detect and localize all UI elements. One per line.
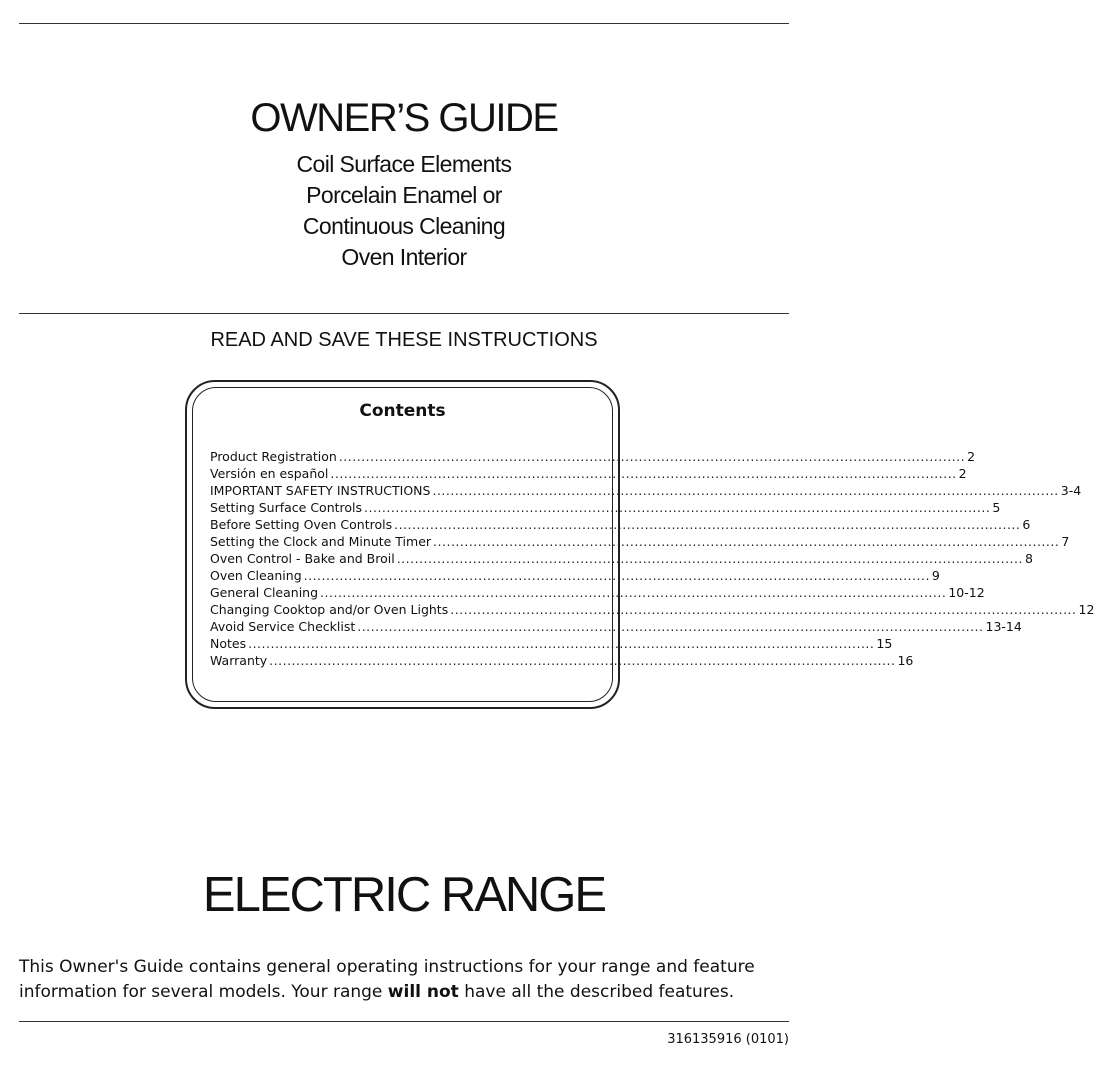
toc-entry-label: Oven Control - Bake and Broil: [210, 551, 395, 566]
toc-entry-label: Oven Cleaning: [210, 568, 302, 583]
toc-entry-label: Setting the Clock and Minute Timer: [210, 534, 432, 549]
toc-entry-page: 10-12: [948, 585, 985, 600]
contents-box: [185, 380, 1094, 709]
subtitle-line: Oven Interior: [341, 244, 467, 270]
toc-leader-dots: ............................................................................................................................................: [433, 534, 1060, 549]
toc-entry-label: Notes: [210, 636, 247, 651]
contents-heading: Contents: [359, 401, 446, 421]
toc-leader-dots: ............................................................................................................................................: [432, 483, 1059, 498]
toc-entry: [210, 482, 1082, 499]
toc-leader-dots: ............................................................................................................................................: [330, 466, 957, 481]
note-emphasis: will not: [387, 982, 459, 1002]
toc-leader-dots: ............................................................................................................................................: [364, 500, 991, 515]
bottom-divider: [19, 1021, 789, 1022]
toc-entry: [210, 567, 940, 584]
toc-leader-dots: ............................................................................................................................................: [394, 517, 1021, 532]
toc-entry: [210, 584, 985, 601]
toc-entry-label: Warranty: [210, 653, 268, 668]
toc-entry-page: 2: [958, 466, 967, 481]
toc-entry-page: 13-14: [985, 619, 1022, 634]
product-title: ELECTRIC RANGE: [202, 868, 606, 922]
note-text: This Owner's Guide contains general operating instructions for your range and feature information for several models. Your range: [19, 957, 755, 1002]
toc-entry-page: 3-4: [1060, 483, 1082, 498]
toc-entry: [210, 499, 1001, 516]
toc-entry-page: 9: [931, 568, 940, 583]
toc-entry-label: Product Registration: [210, 449, 337, 464]
instruction-banner: READ AND SAVE THESE INSTRUCTIONS: [210, 329, 598, 351]
document-code: 316135916 (0101): [667, 1032, 789, 1047]
subtitle-line: Continuous Cleaning: [302, 213, 506, 239]
toc-leader-dots: ............................................................................................................................................: [357, 619, 984, 634]
toc-entry-label: Changing Cooktop and/or Oven Lights: [210, 602, 449, 617]
toc-entry-page: 5: [992, 500, 1001, 515]
toc-entry-page: 15: [876, 636, 893, 651]
toc-leader-dots: ............................................................................................................................................: [450, 602, 1077, 617]
toc-entry: [210, 448, 976, 465]
toc-entry-page: 12: [1078, 602, 1094, 617]
toc-entry: [210, 652, 914, 669]
toc-entry: [210, 618, 1022, 635]
toc-entry: [210, 635, 893, 652]
toc-entry-label: Versión en español: [210, 466, 329, 481]
middle-divider: [19, 313, 789, 314]
toc-leader-dots: ............................................................................................................................................: [269, 653, 896, 668]
disclaimer-note: [19, 955, 794, 1005]
toc-leader-dots: ............................................................................................................................................: [338, 449, 966, 464]
table-of-contents: [210, 448, 1094, 669]
subtitle-block: [0, 149, 808, 273]
toc-leader-dots: ............................................................................................................................................: [396, 551, 1023, 566]
toc-entry-label: Before Setting Oven Controls: [210, 517, 393, 532]
toc-leader-dots: ............................................................................................................................................: [303, 568, 930, 583]
subtitle-line: Coil Surface Elements: [296, 151, 512, 177]
toc-leader-dots: ............................................................................................................................................: [320, 585, 947, 600]
toc-entry-page: 7: [1061, 534, 1070, 549]
page-title: OWNER’S GUIDE: [250, 96, 558, 140]
toc-entry: [210, 465, 967, 482]
toc-entry: [210, 550, 1033, 567]
note-text-end: have all the described features.: [458, 982, 735, 1002]
toc-entry-label: General Cleaning: [210, 585, 319, 600]
toc-entry-label: Avoid Service Checklist: [210, 619, 356, 634]
top-divider: [19, 23, 789, 24]
toc-leader-dots: ............................................................................................................................................: [248, 636, 875, 651]
toc-entry-page: 8: [1024, 551, 1033, 566]
toc-entry: [210, 516, 1031, 533]
toc-entry: [210, 533, 1070, 550]
toc-entry-label: Setting Surface Controls: [210, 500, 363, 515]
toc-entry-page: 2: [967, 449, 976, 464]
toc-entry: [210, 601, 1094, 618]
toc-entry-label: IMPORTANT SAFETY INSTRUCTIONS: [210, 483, 431, 498]
toc-entry-page: 6: [1022, 517, 1031, 532]
toc-entry-page: 16: [897, 653, 914, 668]
subtitle-line: Porcelain Enamel or: [306, 182, 502, 208]
